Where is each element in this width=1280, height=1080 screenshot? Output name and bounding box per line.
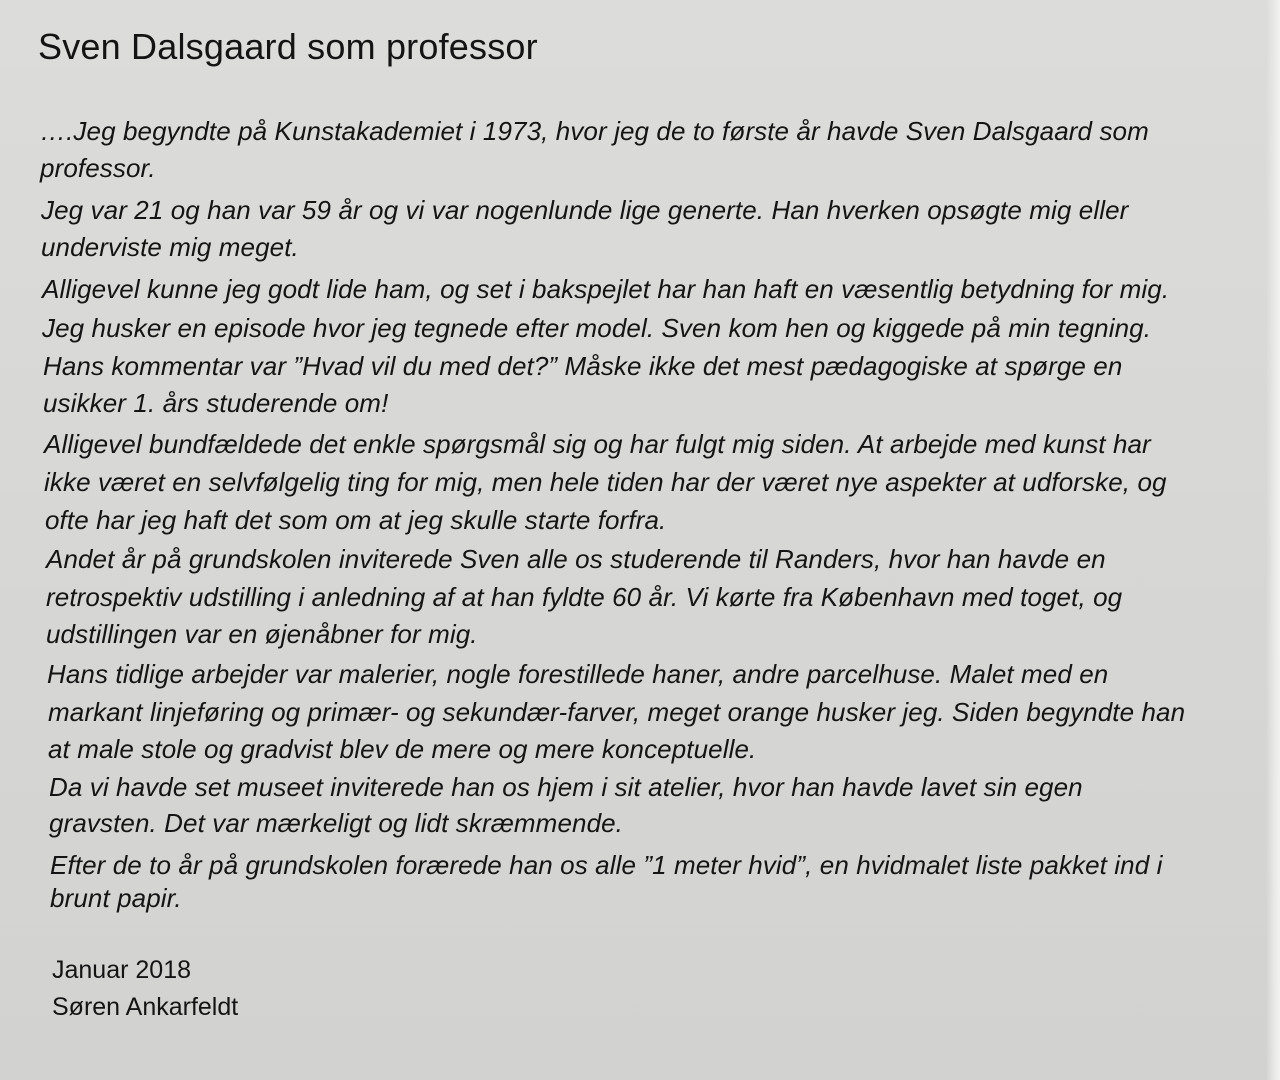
body-line: professor. bbox=[40, 153, 156, 183]
body-line: Alligevel kunne jeg godt lide ham, og set i bakspejlet har han haft en væsentlig betydning for mig. bbox=[42, 274, 1170, 304]
body-line: ofte har jeg haft det som om at jeg skulle starte forfra. bbox=[45, 505, 667, 535]
body-line: Hans tidlige arbejder var malerier, nogle forestillede haner, andre parcelhuse. Malet med en bbox=[47, 659, 1109, 689]
body-line: udstillingen var en øjenåbner for mig. bbox=[46, 619, 478, 649]
body-line: usikker 1. års studerende om! bbox=[43, 388, 389, 418]
body-line: Da vi havde set museet inviterede han os hjem i sit atelier, hvor han havde lavet sin egen bbox=[49, 772, 1083, 802]
body-line: ikke været en selvfølgelig ting for mig, men hele tiden har der været nye aspekter at udforske, og bbox=[44, 467, 1167, 497]
body-line: Efter de to år på grundskolen forærede han os alle ”1 meter hvid”, en hvidmalet liste pakket ind i bbox=[50, 850, 1163, 880]
body-line: markant linjeføring og primær- og sekundær-farver, meget orange husker jeg. Siden begyndte han bbox=[48, 697, 1186, 727]
signature-date: Januar 2018 bbox=[52, 956, 192, 984]
body-line: underviste mig meget. bbox=[41, 232, 299, 262]
body-line: Hans kommentar var ”Hvad vil du med det?” Måske ikke det mest pædagogiske at spørge en bbox=[43, 351, 1123, 381]
body-line: retrospektiv udstilling i anledning af at han fyldte 60 år. Vi kørte fra København med toget, og bbox=[46, 582, 1123, 612]
paper-edge bbox=[1266, 0, 1280, 1080]
document-title: Sven Dalsgaard som professor bbox=[38, 26, 538, 67]
body-line: Alligevel bundfældede det enkle spørgsmål sig og har fulgt mig siden. At arbejde med kunst har bbox=[44, 429, 1151, 459]
body-line: Andet år på grundskolen inviterede Sven alle os studerende til Randers, hvor han havde en bbox=[46, 544, 1106, 574]
body-line: Jeg husker en episode hvor jeg tegnede efter model. Sven kom hen og kiggede på min tegning. bbox=[42, 313, 1152, 343]
signature-author: Søren Ankarfeldt bbox=[52, 993, 239, 1021]
body-line: brunt papir. bbox=[50, 883, 182, 913]
body-line: gravsten. Det var mærkeligt og lidt skræmmende. bbox=[49, 808, 624, 838]
body-line: at male stole og gradvist blev de mere og mere konceptuelle. bbox=[48, 734, 757, 764]
body-line: ….Jeg begyndte på Kunstakademiet i 1973, hvor jeg de to første år havde Sven Dalsgaard som bbox=[40, 116, 1149, 146]
body-line: Jeg var 21 og han var 59 år og vi var nogenlunde lige generte. Han hverken opsøgte mig eller bbox=[41, 195, 1129, 225]
